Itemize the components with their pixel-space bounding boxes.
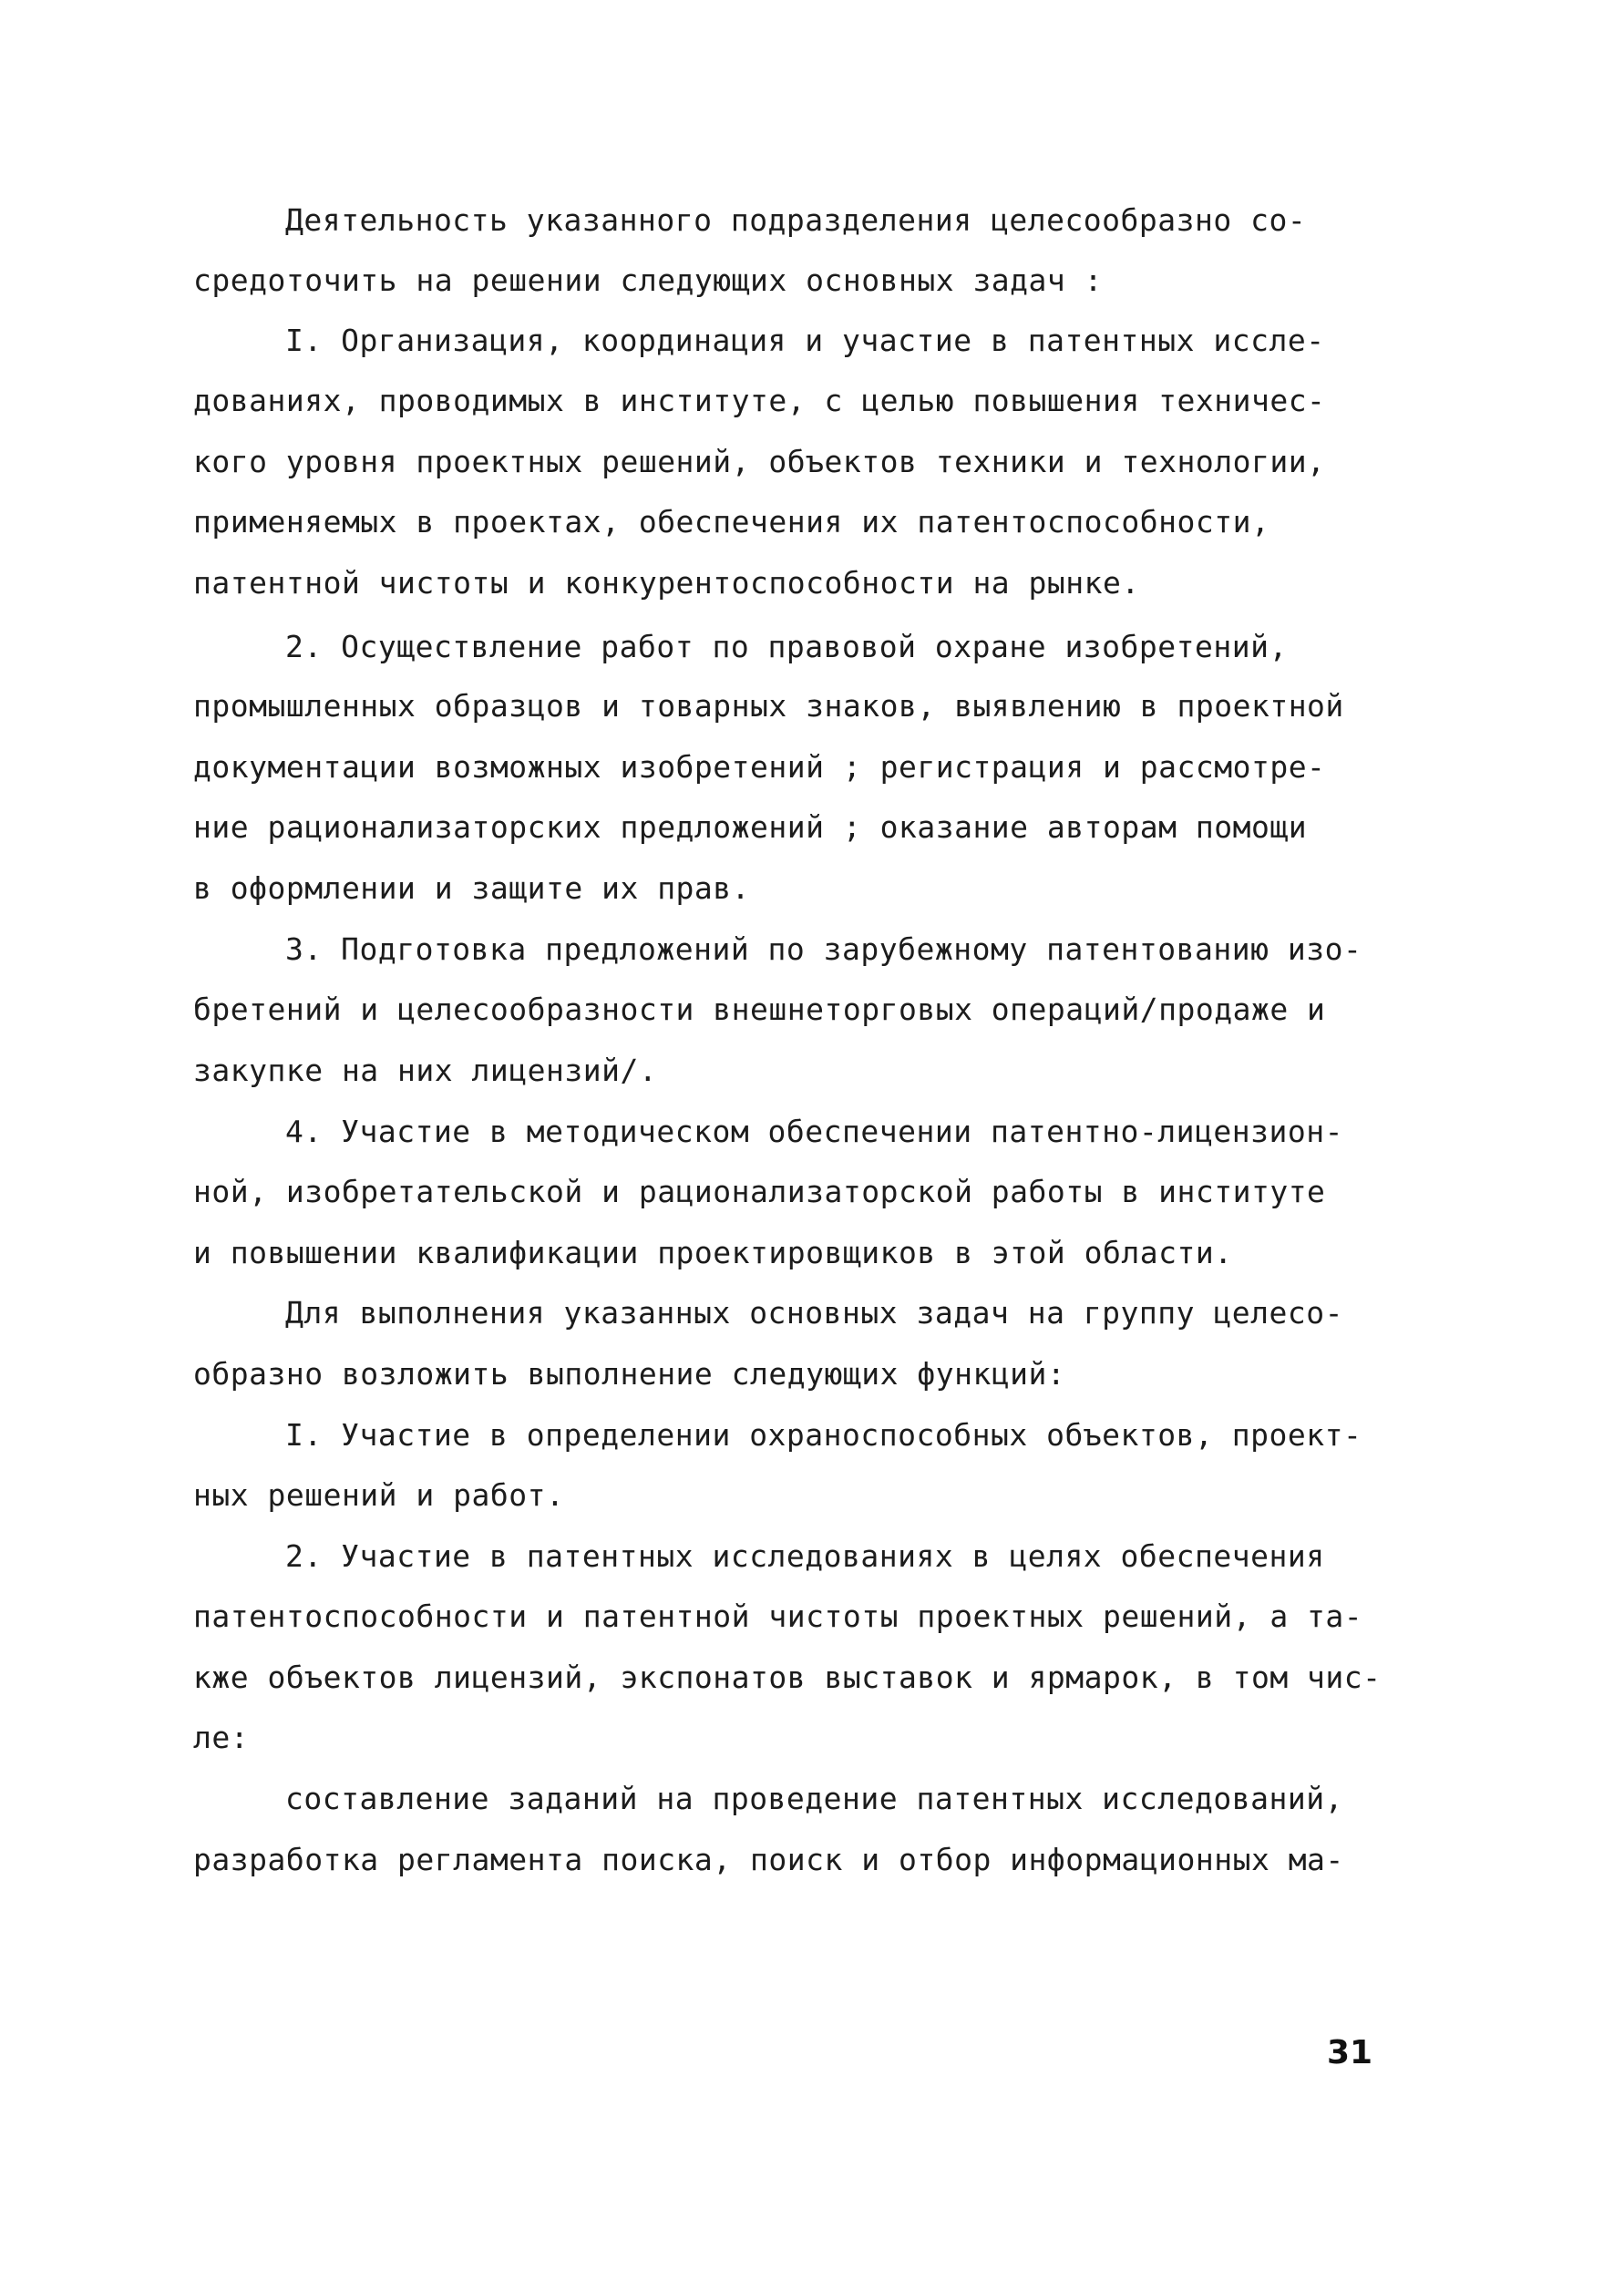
text-line: 3. Подготовка предложений по зарубежному патентованию изо-: [285, 931, 1362, 967]
text-line: Деятельность указанного подразделения целесообразно со-: [285, 202, 1307, 238]
text-line: патентоспособности и патентной чистоты проектных решений, а та-: [193, 1598, 1363, 1634]
text-line: ных решений и работ.: [193, 1477, 565, 1513]
text-line: 2. Осуществление работ по правовой охране изобретений,: [285, 629, 1288, 664]
text-line: ной, изобретательской и рационализаторской работы в институте: [193, 1174, 1326, 1209]
text-line: разработка регламента поиска, поиск и отбор информационных ма-: [193, 1842, 1344, 1877]
text-line: в оформлении и защите их прав.: [193, 870, 751, 906]
text-line: бретений и целесообразности внешнеторговых операций/продаже и: [193, 992, 1326, 1027]
text-line: ние рационализаторских предложений ; оказание авторам помощи: [193, 809, 1308, 845]
text-line: 2. Участие в патентных исследованиях в целях обеспечения: [285, 1538, 1325, 1574]
text-line: 4. Участие в методическом обеспечении патентно-лицензион-: [285, 1114, 1343, 1149]
text-line: I. Организация, координация и участие в патентных иссле-: [285, 323, 1325, 358]
text-line: составление заданий на проведение патентных исследований,: [285, 1781, 1343, 1816]
text-line: средоточить на решении следующих основных задач :: [193, 262, 1104, 298]
text-line: дованиях, проводимых в институте, с целью повышения техничес-: [193, 383, 1326, 418]
text-line: документации возможных изобретений ; регистрация и рассмотре-: [193, 749, 1326, 785]
text-line: кже объектов лицензий, экспонатов выставок и ярмарок, в том чис-: [193, 1660, 1382, 1695]
text-line: ле:: [193, 1720, 250, 1755]
text-line: закупке на них лицензий/.: [193, 1053, 658, 1088]
text-line: патентной чистоты и конкурентоспособности на рынке.: [193, 565, 1140, 601]
text-line: и повышении квалификации проектировщиков в этой области.: [193, 1235, 1233, 1270]
text-line: образно возложить выполнение следующих функций:: [193, 1356, 1066, 1392]
text-line: Для выполнения указанных основных задач на группу целесо-: [285, 1295, 1343, 1331]
text-line: применяемых в проектах, обеспечения их патентоспособности,: [193, 504, 1270, 540]
text-line: кого уровня проектных решений, объектов техники и технологии,: [193, 444, 1326, 479]
text-line: I. Участие в определении охраноспособных объектов, проект-: [285, 1417, 1362, 1453]
text-line: промышленных образцов и товарных знаков, выявлению в проектной: [193, 688, 1344, 724]
page-number: 31: [1327, 2034, 1373, 2071]
